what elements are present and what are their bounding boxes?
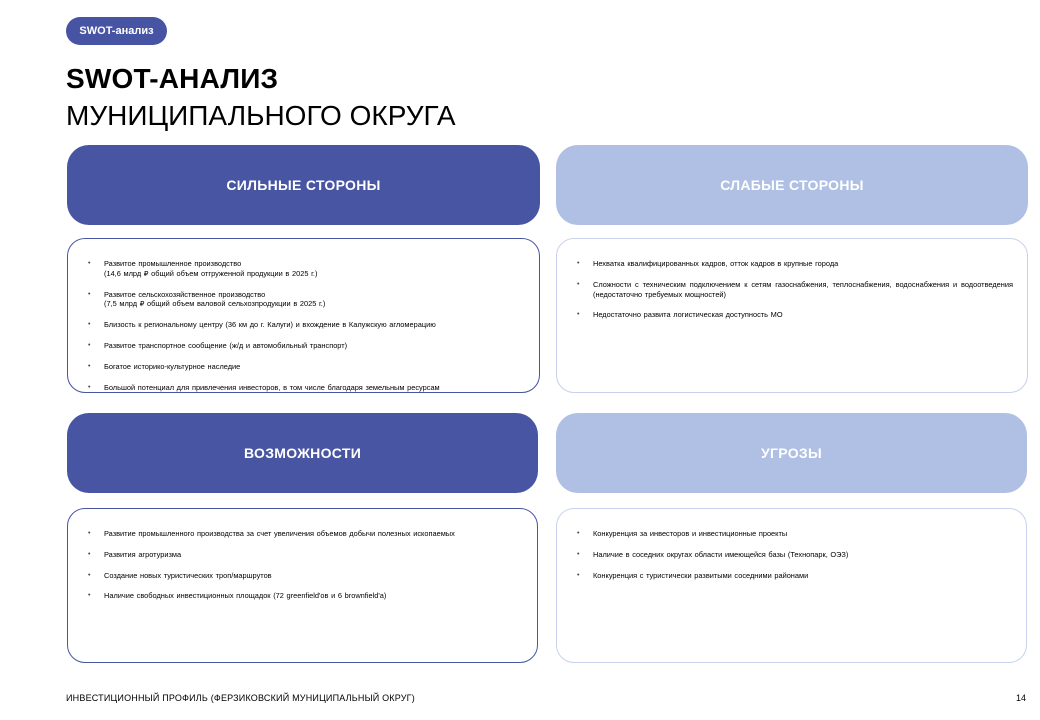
bullet-icon: • xyxy=(88,592,91,600)
bullet-icon: • xyxy=(88,321,91,329)
page-title: SWOT-АНАЛИЗ xyxy=(66,63,279,94)
bullet-icon: • xyxy=(88,260,91,267)
list-item xyxy=(88,550,523,560)
list-item-text: Конкуренция с туристически развитыми соседними районами xyxy=(593,570,809,580)
weaknesses-box xyxy=(556,238,1028,393)
list-item xyxy=(577,529,1012,539)
list-item-text: Сложности с техническим подключением к сетям газоснабжения, теплоснабжения, водоснабжения и водоотведения (недостаточно требуемых мощностей) xyxy=(593,279,1013,299)
list-item xyxy=(88,290,525,310)
list-item xyxy=(88,383,525,393)
bullet-icon: • xyxy=(88,290,91,298)
threats-list xyxy=(577,529,1012,580)
list-item-text: Конкуренция за инвесторов и инвестиционные проекты xyxy=(593,529,788,538)
bullet-icon: • xyxy=(577,550,580,558)
strengths-list xyxy=(88,259,525,392)
bullet-icon: • xyxy=(88,362,91,370)
bullet-icon: • xyxy=(577,311,580,319)
list-item-text: Наличие в соседних округах области имеющейся базы (Технопарк, ОЭЗ) xyxy=(593,549,849,559)
list-item xyxy=(88,591,523,601)
list-item xyxy=(88,571,523,581)
list-item-text: Создание новых туристических троп/маршрутов xyxy=(104,570,272,580)
footer-text: ИНВЕСТИЦИОННЫЙ ПРОФИЛЬ (ФЕРЗИКОВСКИЙ МУНИЦИПАЛЬНЫЙ ОКРУГ) xyxy=(66,693,415,703)
list-item xyxy=(88,259,525,279)
list-item-text: Близость к региональному центру (36 км до г. Калуги) и вхождение в Калужскую агломерацию xyxy=(104,320,436,330)
list-item xyxy=(577,280,1013,300)
bullet-icon: • xyxy=(88,383,91,391)
list-item-text: Наличие свободных инвестиционных площадок (72 greenfield'ов и 6 brownfield'а) xyxy=(104,591,387,601)
bullet-icon: • xyxy=(88,341,91,349)
page-subtitle: МУНИЦИПАЛЬНОГО ОКРУГА xyxy=(66,100,456,131)
opportunities-list xyxy=(88,529,523,601)
strengths-box xyxy=(67,238,540,393)
list-item-text: Недостаточно развита логистическая доступность МО xyxy=(593,310,783,320)
page-number: 14 xyxy=(1015,693,1026,703)
bullet-icon: • xyxy=(577,571,580,579)
threats-header: УГРОЗЫ xyxy=(556,413,1027,493)
bullet-icon: • xyxy=(88,571,91,579)
list-item-text: Развитое сельскохозяйственное производство (7,5 млрд ₽ общий объем валовой сельхозпродукции в 2025 г.) xyxy=(104,289,326,309)
list-item xyxy=(577,310,1013,320)
list-item-text: Развития агротуризма xyxy=(104,549,182,559)
bullet-icon: • xyxy=(577,260,580,267)
list-item-text: Нехватка квалифицированных кадров, отток кадров в крупные города xyxy=(593,259,839,268)
list-item-text: Богатое историко-культурное наследие xyxy=(104,361,241,371)
list-item xyxy=(88,341,525,351)
bullet-icon: • xyxy=(88,530,91,537)
opportunities-box xyxy=(67,508,538,663)
list-item xyxy=(88,320,525,330)
list-item xyxy=(577,259,1013,269)
list-item xyxy=(577,550,1012,560)
bullet-icon: • xyxy=(88,550,91,558)
list-item-text: Большой потенциал для привлечения инвесторов, в том числе благодаря земельным ресурсам xyxy=(104,382,440,392)
list-item xyxy=(577,571,1012,581)
list-item-text: Развитое промышленное производство (14,6 млрд ₽ общий объем отгруженной продукции в 2025 г.) xyxy=(104,259,318,278)
list-item xyxy=(88,362,525,372)
list-item-text: Развитие промышленного производства за счет увеличения объемов добычи полезных ископаемых xyxy=(104,529,455,538)
section-badge: SWOT-анализ xyxy=(66,17,167,45)
weaknesses-header: СЛАБЫЕ СТОРОНЫ xyxy=(556,145,1028,225)
list-item xyxy=(88,529,523,539)
bullet-icon: • xyxy=(577,280,580,288)
weaknesses-list xyxy=(577,259,1013,320)
list-item-text: Развитое транспортное сообщение (ж/д и автомобильный транспорт) xyxy=(104,340,348,350)
threats-box xyxy=(556,508,1027,663)
strengths-header: СИЛЬНЫЕ СТОРОНЫ xyxy=(67,145,540,225)
opportunities-header: ВОЗМОЖНОСТИ xyxy=(67,413,538,493)
bullet-icon: • xyxy=(577,530,580,537)
